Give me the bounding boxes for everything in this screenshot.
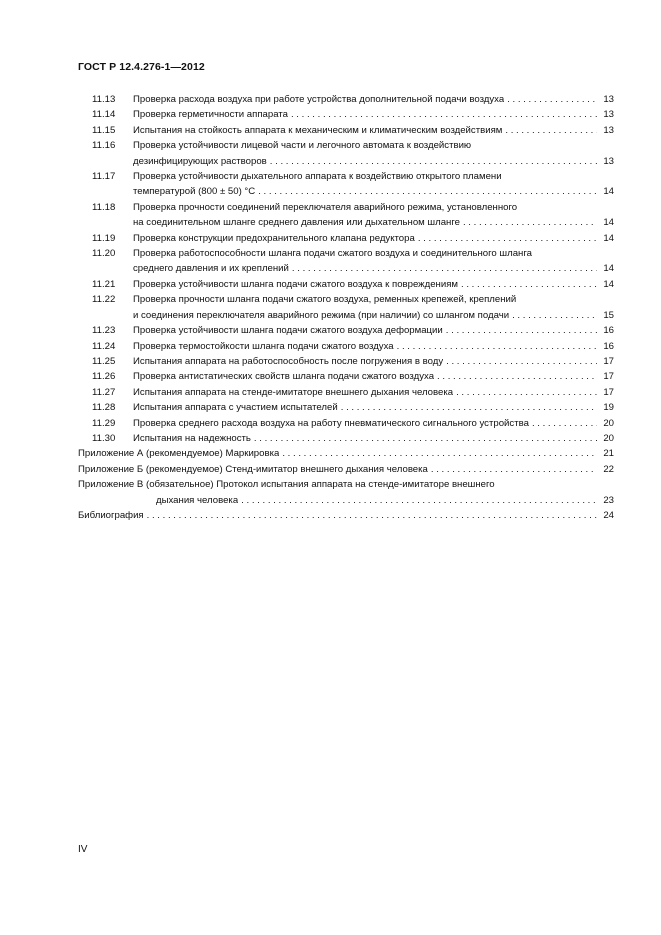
toc-entry-title: Проверка устойчивости шланга подачи сжатого воздуха деформации	[133, 325, 443, 337]
toc-entry-number: 11.22	[92, 294, 116, 306]
toc-entry-page-number: 13	[603, 94, 614, 105]
toc-entry[interactable]	[78, 277, 614, 292]
toc-entry-number: 11.19	[92, 232, 116, 244]
toc-entry-page-number: 20	[603, 417, 614, 429]
dot-leader	[532, 416, 597, 431]
toc-entry-line	[78, 215, 614, 230]
toc-entry-line	[78, 369, 614, 384]
toc-entry-line	[78, 400, 614, 415]
toc-entry-page-number: 14	[603, 232, 614, 244]
toc-entry[interactable]	[78, 292, 614, 323]
toc-entry-page-number: 13	[603, 109, 614, 121]
toc-entry-line	[78, 246, 614, 261]
toc-entry-title: Приложение Б (рекомендуемое) Стенд-имитатор внешнего дыхания человека	[78, 463, 428, 475]
toc-entry-line	[78, 323, 614, 338]
toc-entry-line	[78, 308, 614, 323]
toc-entry-line	[78, 184, 614, 199]
dot-leader	[437, 369, 597, 384]
toc-entry-line	[78, 261, 614, 276]
toc-entry[interactable]	[78, 400, 614, 415]
toc-entry-line	[78, 107, 614, 122]
dot-leader	[418, 231, 597, 246]
toc-entry[interactable]	[78, 169, 614, 200]
toc-entry-page-number: 13	[603, 124, 614, 136]
toc-entry-title: Испытания аппарата на стенде-имитаторе внешнего дыхания человека	[133, 386, 454, 398]
toc-entry-title: Испытания аппарата с участием испытателей	[133, 402, 338, 414]
toc-entry[interactable]	[78, 385, 614, 400]
toc-entry-line	[78, 231, 614, 246]
toc-entry-number: 11.28	[92, 402, 116, 414]
toc-entry-number: 11.13	[92, 94, 116, 105]
dot-leader	[341, 400, 597, 415]
toc-entry-page-number: 17	[603, 386, 614, 398]
toc-entry-number: 11.18	[92, 201, 116, 213]
toc-entry-page-number: 16	[603, 340, 614, 352]
toc-entry[interactable]	[78, 369, 614, 384]
toc-entry-title: Проверка устойчивости дыхательного аппарата к воздействию открытого пламени	[133, 171, 502, 183]
toc-entry-number: 11.20	[92, 248, 116, 260]
toc-entry-title: Проверка расхода воздуха при работе устройства дополнительной подачи воздуха	[133, 94, 505, 105]
toc-entry[interactable]	[78, 431, 614, 446]
toc-entry-title: температурой (800 ± 50) °С	[133, 186, 256, 198]
dot-leader	[292, 261, 597, 276]
toc-entry-number: 11.17	[92, 171, 116, 183]
dot-leader	[254, 431, 597, 446]
toc-entry-title: Проверка работоспособности шланга подачи сжатого воздуха и соединительного шланга	[133, 248, 532, 260]
dot-leader	[431, 462, 597, 477]
toc-entry[interactable]	[78, 323, 614, 338]
dot-leader	[505, 123, 597, 138]
toc-entry-title: Проверка устойчивости лицевой части и легочного автомата к воздействию	[133, 140, 472, 152]
toc-entry-line	[78, 138, 614, 153]
toc-entry-number: 11.30	[92, 432, 116, 444]
toc-entry-line	[78, 354, 614, 369]
toc-entry-title: Проверка прочности соединений переключателя аварийного режима, установленного	[133, 201, 518, 213]
toc-entry-line	[78, 477, 614, 492]
toc-entry-page-number: 19	[603, 402, 614, 414]
toc-entry-number: 11.16	[92, 140, 116, 152]
toc-entry-page-number: 14	[603, 186, 614, 198]
toc-entry-number: 11.27	[92, 386, 116, 398]
toc-entry[interactable]	[78, 462, 614, 477]
toc-entry-title: Проверка термостойкости шланга подачи сжатого воздуха	[133, 340, 394, 352]
toc-entry-number: 11.23	[92, 325, 116, 337]
toc-entry-title: Испытания на стойкость аппарата к механическим и климатическим воздействиям	[133, 124, 503, 136]
toc-entry-title: Приложение А (рекомендуемое) Маркировка	[78, 448, 280, 460]
dot-leader	[512, 308, 597, 323]
toc-entry[interactable]	[78, 446, 614, 461]
toc-entry[interactable]	[78, 138, 614, 169]
dot-leader	[507, 92, 597, 107]
dot-leader	[147, 508, 597, 523]
toc-entry-page-number: 14	[603, 217, 614, 229]
page-number-roman: IV	[78, 844, 88, 855]
dot-leader	[241, 493, 597, 508]
toc-entry-page-number: 16	[603, 325, 614, 337]
toc-entry-line	[78, 277, 614, 292]
toc-entry-title: Проверка прочности шланга подачи сжатого воздуха, ременных крепежей, креплений	[133, 294, 517, 306]
toc-entry-title: Проверка герметичности аппарата	[133, 109, 288, 121]
dot-leader	[270, 154, 597, 169]
toc-entry-line	[78, 339, 614, 354]
toc-entry-title: среднего давления и их креплений	[133, 263, 289, 275]
dot-leader	[456, 385, 597, 400]
toc-entry-line	[78, 508, 614, 523]
toc-entry-number: 11.24	[92, 340, 116, 352]
toc-entry-line	[78, 431, 614, 446]
toc-entry-number: 11.21	[92, 278, 116, 290]
toc-entry-page-number: 14	[603, 278, 614, 290]
toc-entry-title: и соединения переключателя аварийного режима (при наличии) со шлангом подачи	[133, 309, 510, 321]
toc-entry-page-number: 15	[603, 309, 614, 321]
toc-entry-title: Приложение В (обязательное) Протокол испытания аппарата на стенде-имитаторе внешнего	[78, 479, 495, 491]
toc-entry[interactable]	[78, 246, 614, 277]
toc-entry-page-number: 13	[603, 155, 614, 167]
toc-entry-line	[78, 169, 614, 184]
toc-entry-title: Проверка антистатических свойств шланга подачи сжатого воздуха	[133, 371, 435, 383]
toc-entry-number: 11.15	[92, 124, 116, 136]
toc-entry-line	[78, 200, 614, 215]
toc-entry-line	[78, 416, 614, 431]
toc-entry-title: Испытания аппарата на работоспособность после погружения в воду	[133, 355, 444, 367]
toc-entry-title: Проверка среднего расхода воздуха на работу пневматического сигнального устройства	[133, 417, 529, 429]
toc-entry[interactable]	[78, 231, 614, 246]
toc-entry-number: 11.29	[92, 417, 116, 429]
toc-entry-title: дыхания человека	[156, 494, 239, 506]
toc-entry[interactable]	[78, 123, 614, 138]
toc-entry-title: Испытания на надежность	[133, 432, 251, 444]
dot-leader	[446, 323, 597, 338]
toc-entry-page-number: 20	[603, 432, 614, 444]
dot-leader	[397, 339, 597, 354]
dot-leader	[291, 107, 597, 122]
toc-entry-line	[78, 493, 614, 508]
toc-entry-number: 11.25	[92, 355, 116, 367]
dot-leader	[463, 215, 597, 230]
toc-entry-line	[78, 154, 614, 169]
toc-entry-title: Проверка конструкции предохранительного клапана редуктора	[133, 232, 415, 244]
toc-entry[interactable]	[78, 508, 614, 523]
toc-entry[interactable]	[78, 107, 614, 122]
toc-entry-title: Проверка устойчивости шланга подачи сжатого воздуха к повреждениям	[133, 278, 458, 290]
toc-entry[interactable]	[78, 92, 614, 107]
dot-leader	[282, 446, 597, 461]
toc-entry-line	[78, 462, 614, 477]
toc-entry[interactable]	[78, 416, 614, 431]
toc-entry-page-number: 21	[603, 448, 614, 460]
toc-entry-line	[78, 123, 614, 138]
toc-entry[interactable]	[78, 477, 614, 508]
toc-entry-page-number: 14	[603, 263, 614, 275]
dot-leader	[461, 277, 597, 292]
toc-entry-title: дезинфицирующих растворов	[133, 155, 267, 167]
toc-entry-line	[78, 292, 614, 307]
toc-entry-page-number: 22	[603, 463, 614, 475]
toc-entry-page-number: 17	[603, 371, 614, 383]
toc-entry-number: 11.14	[92, 109, 116, 121]
toc-entry-line	[78, 385, 614, 400]
toc-entry[interactable]	[78, 339, 614, 354]
toc-entry-page-number: 23	[603, 494, 614, 506]
dot-leader	[446, 354, 597, 369]
toc-entry-page-number: 17	[603, 355, 614, 367]
toc-entry-line	[78, 446, 614, 461]
toc-entry[interactable]	[78, 200, 614, 231]
dot-leader	[258, 184, 597, 199]
toc-entry-page-number: 24	[603, 509, 614, 521]
toc-entry-title: на соединительном шланге среднего давления или дыхательном шланге	[133, 217, 460, 229]
table-of-contents	[78, 92, 614, 523]
toc-entry-number: 11.26	[92, 371, 116, 383]
toc-entry-line	[78, 92, 614, 107]
toc-entry[interactable]	[78, 354, 614, 369]
toc-entry-title: Библиография	[78, 509, 144, 521]
document-code-header: ГОСТ Р 12.4.276-1—2012	[78, 61, 205, 73]
